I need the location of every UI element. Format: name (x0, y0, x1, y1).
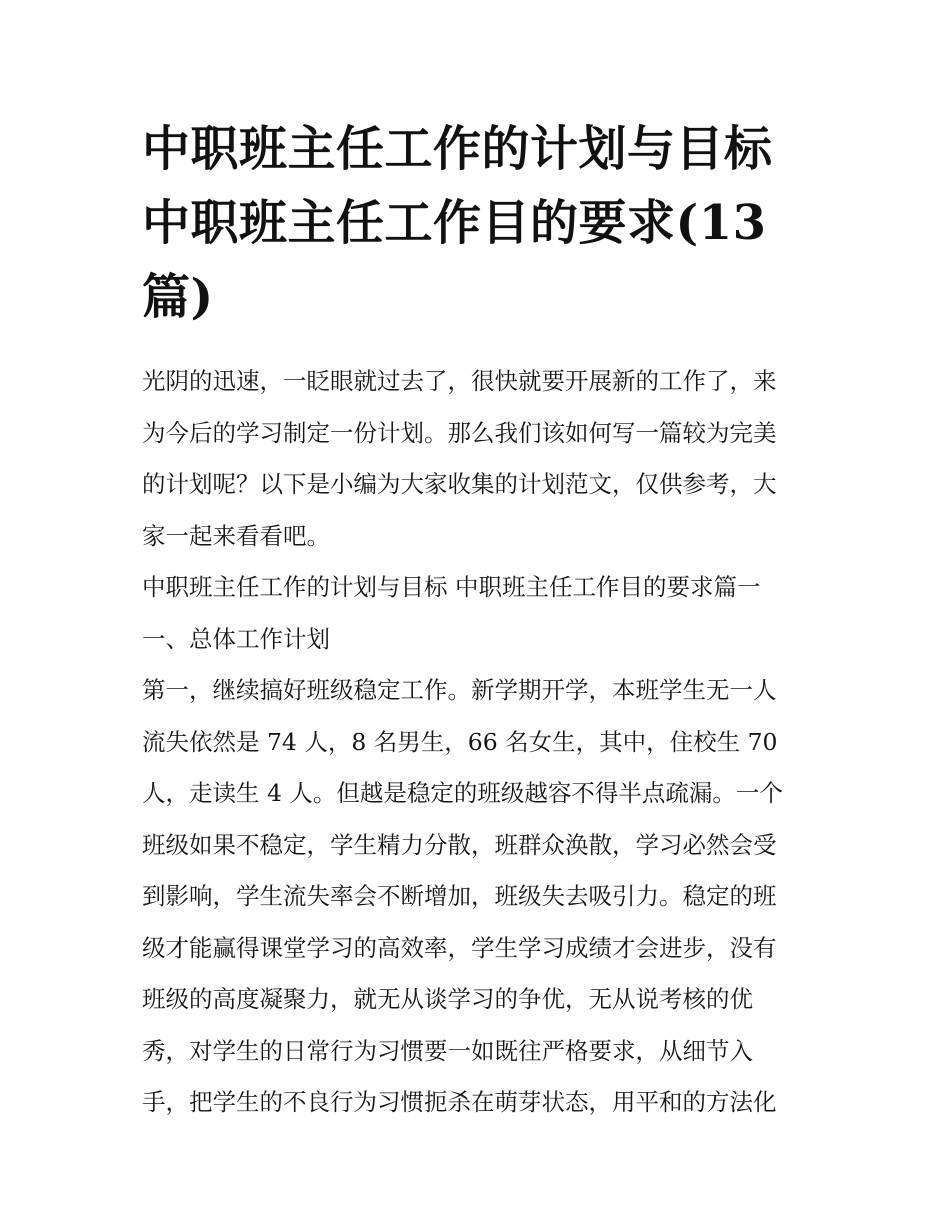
body-line: 人，走读生 4 人。但越是稳定的班级越容不得半点疏漏。一个 (142, 779, 783, 807)
title-line: 中职班主任工作目的要求(13 (142, 195, 767, 251)
body-line: 光阴的迅速，一眨眼就过去了，很快就要开展新的工作了，来 (142, 367, 777, 395)
body-line: 第一，继续搞好班级稳定工作。新学期开学，本班学生无一人 (142, 676, 777, 704)
body-line: 班级如果不稳定，学生精力分散，班群众涣散，学习必然会受 (142, 830, 777, 859)
body-line: 秀，对学生的日常行为习惯要一如既往严格要求，从细节入 (142, 1036, 753, 1065)
body-line: 为今后的学习制定一份计划。那么我们该如何写一篇较为完美 (142, 418, 777, 447)
title-line: 中职班主任工作的计划与目标 (142, 121, 773, 177)
body-line: 家一起来看看吧。 (142, 521, 330, 550)
section-heading: 中职班主任工作的计划与目标 中职班主任工作目的要求篇一 (142, 573, 761, 601)
body-line: 手，把学生的不良行为习惯扼杀在萌芽状态，用平和的方法化 (142, 1088, 777, 1116)
document-body (142, 356, 814, 1129)
body-line: 流失依然是 74 人，8 名男生，66 名女生，其中，住校生 70 (142, 727, 778, 756)
title-line: 篇) (142, 269, 214, 325)
body-line: 班级的高度凝聚力，就无从谈学习的争优，无从说考核的优 (142, 985, 753, 1013)
body-line: 到影响，学生流失率会不断增加，班级失去吸引力。稳定的班 (142, 882, 777, 910)
body-line: 级才能赢得课堂学习的高效率，学生学习成绩才会进步，没有 (142, 933, 777, 962)
subsection-heading: 一、总体工作计划 (142, 624, 330, 653)
body-line: 的计划呢？以下是小编为大家收集的计划范文，仅供参考，大 (142, 470, 777, 498)
document-title (142, 112, 822, 334)
